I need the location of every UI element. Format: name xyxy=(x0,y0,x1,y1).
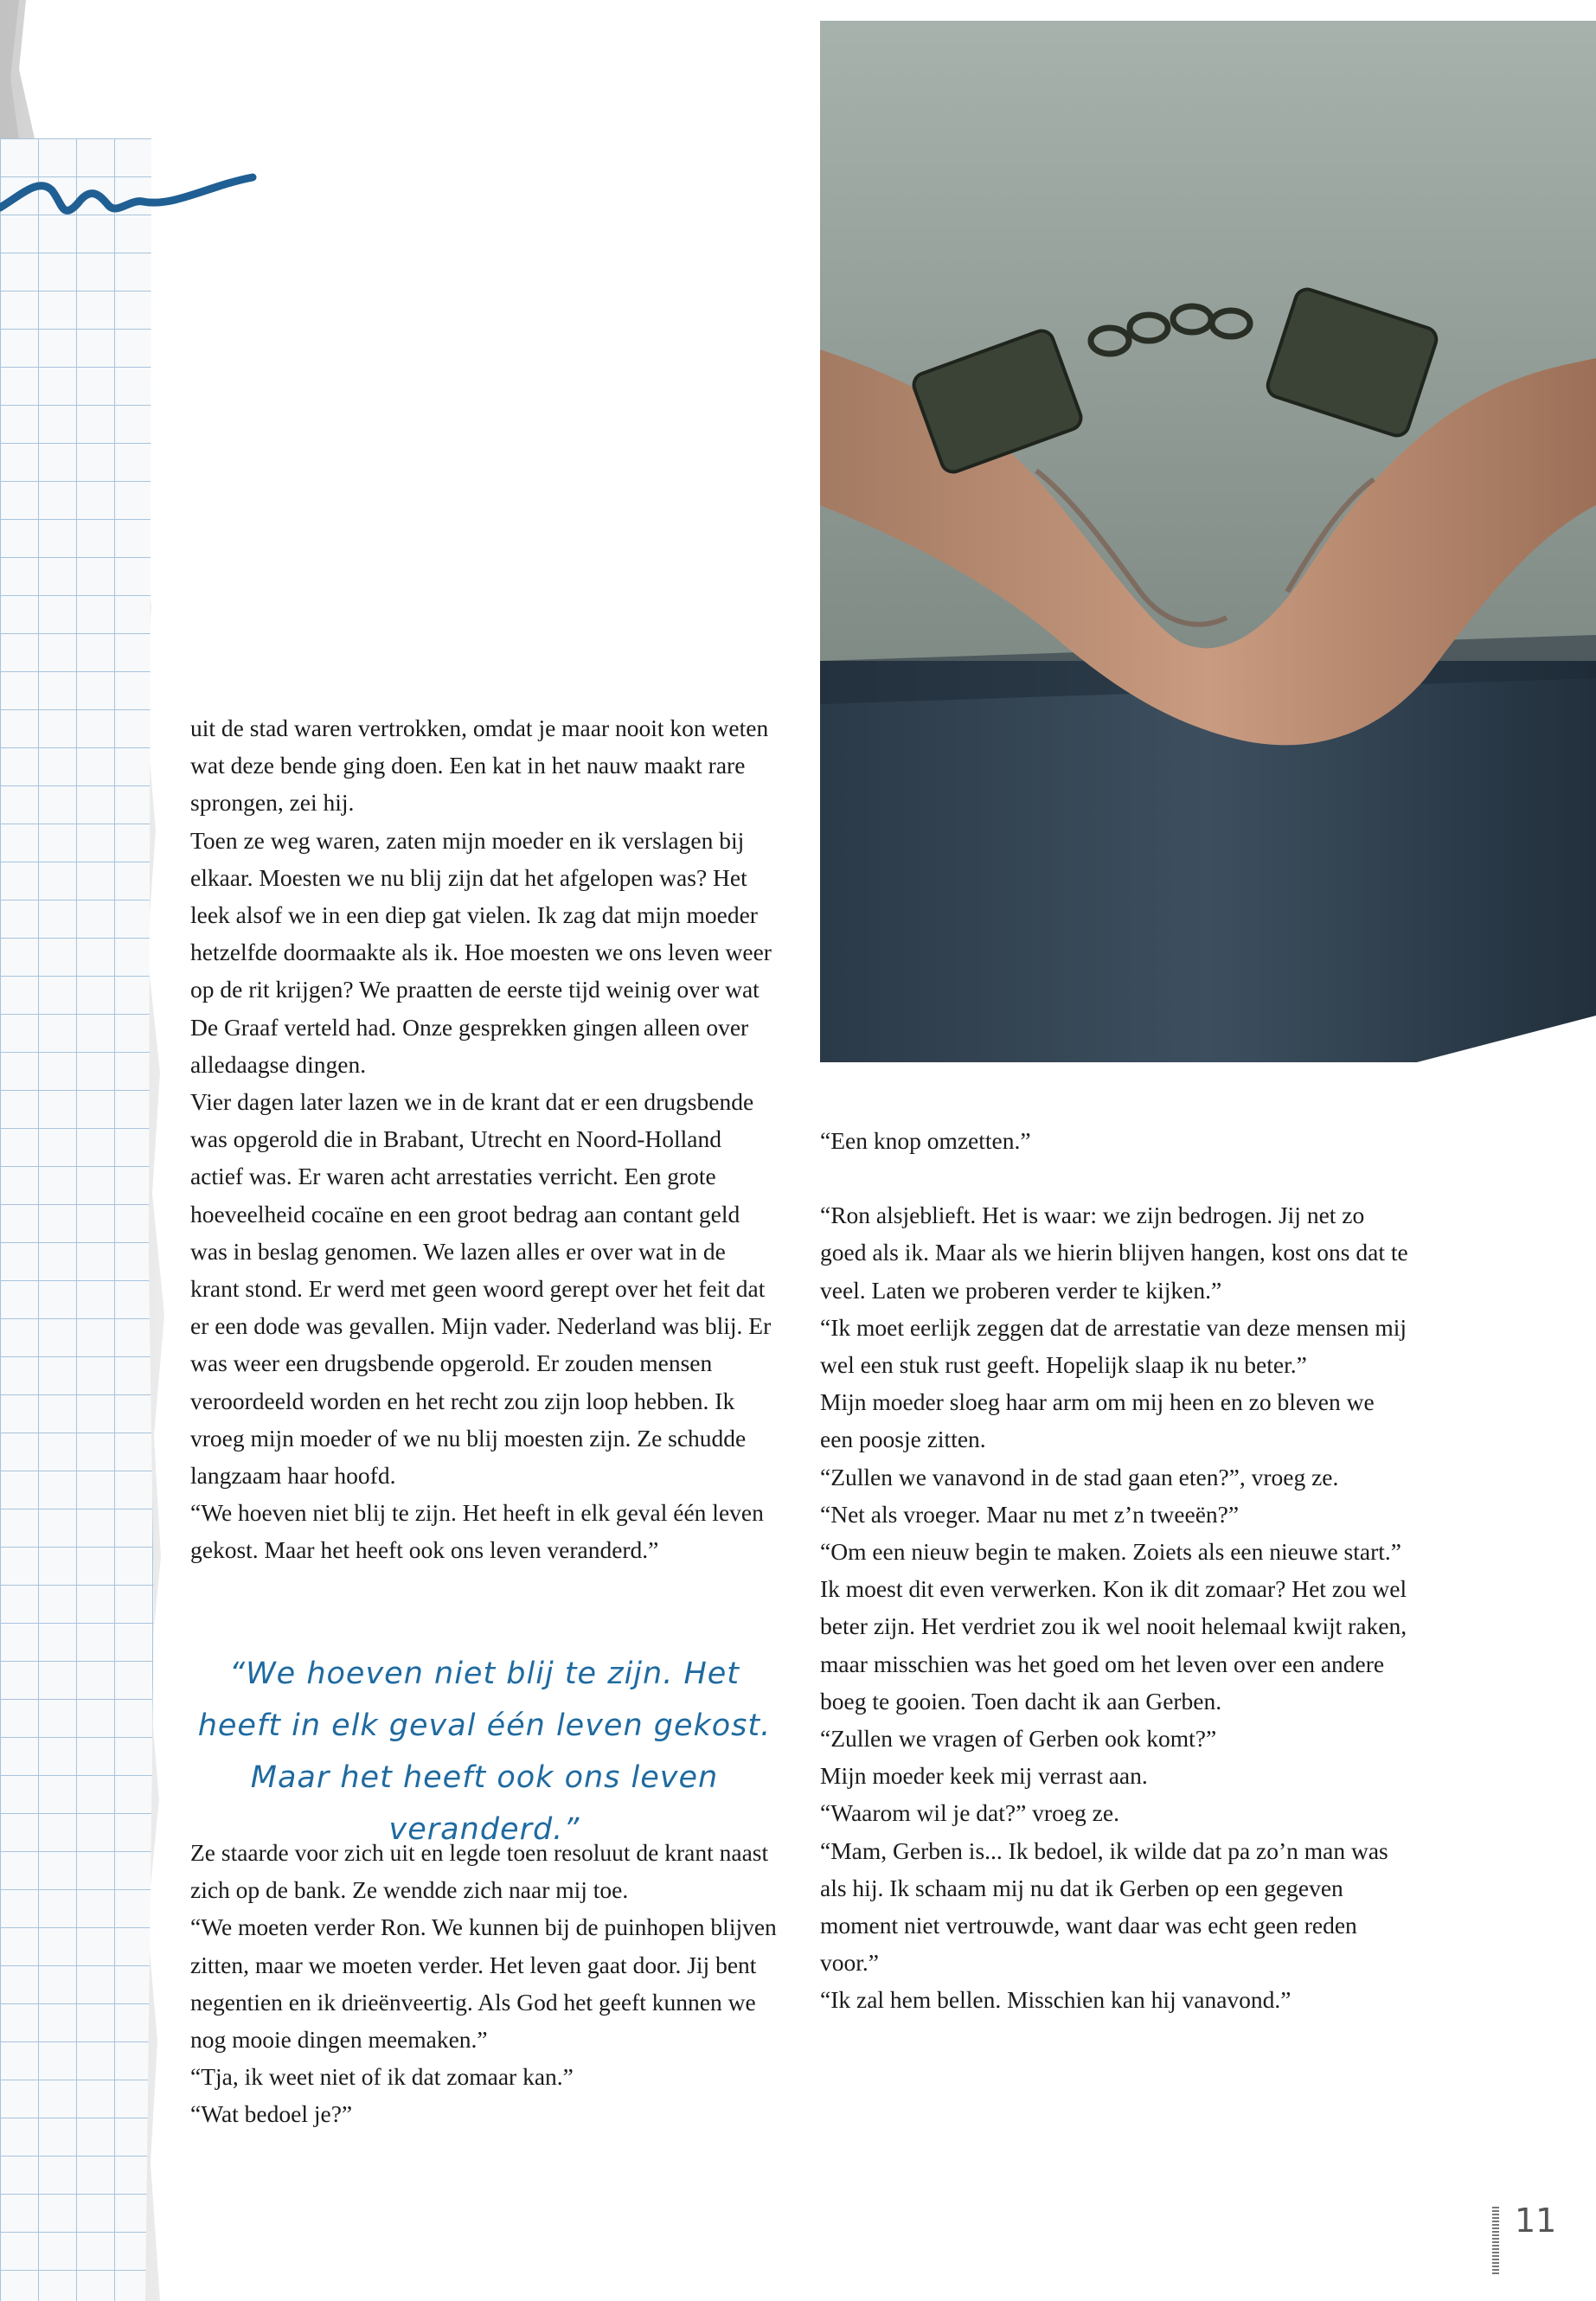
paragraph: “Om een nieuw begin te maken. Zoiets als een nieuwe start.” xyxy=(820,1538,1401,1566)
paragraph: “Waarom wil je dat?” vroeg ze. xyxy=(820,1799,1119,1827)
paragraph: “We moeten verder Ron. We kunnen bij de puinhopen blijven zitten, maar we moeten verder. Het leven gaat door. Jij bent negentien en ik drieënveertig. Als God het geeft kunnen we nog mooie dingen meemaken.” xyxy=(190,1913,777,2054)
page-number: 11 xyxy=(1515,2202,1557,2240)
wave-stroke-icon xyxy=(0,160,260,238)
paragraph: Ze staarde voor zich uit en legde toen resoluut de krant naast zich op de bank. Ze wendde zich naar mij toe. xyxy=(190,1839,769,1904)
handcuffs-photo xyxy=(820,21,1596,1062)
right-column-text xyxy=(820,1122,1408,2019)
paragraph: “Mam, Gerben is... Ik bedoel, ik wilde dat pa zo’n man was als hij. Ik schaam mij nu dat ik Gerben op een gegeven moment niet vertrouwde, want daar was echt geen reden voor.” xyxy=(820,1836,1388,1977)
paragraph: “Een knop omzetten.” xyxy=(820,1127,1031,1154)
paragraph: uit de stad waren vertrokken, omdat je maar nooit kon weten wat deze bende ging doen. Een kat in het nauw maakt rare sprongen, zei hij. xyxy=(190,715,769,817)
paragraph: Toen ze weg waren, zaten mijn moeder en ik verslagen bij elkaar. Moesten we nu blij zijn dat het afgelopen was? Het leek alsof we in een diep gat vielen. Ik zag dat mijn moeder hetzelfde doormaakte als ik. Hoe moesten we ons leven weer op de rit krijgen? We praatten de eerste tijd weinig over wat De Graaf verteld had. Onze gesprekken gingen alleen over alledaagse dingen. xyxy=(190,826,772,1078)
page-number-block xyxy=(1492,2202,1561,2279)
paragraph: “Tja, ik weet niet of ik dat zomaar kan.” xyxy=(190,2063,574,2091)
paragraph: Vier dagen later lazen we in de krant dat er een drugsbende was opgerold die in Brabant, Utrecht en Noord-Holland actief was. Er waren acht arrestaties verricht. Een grote hoeveelheid cocaïne en een groot bedrag aan contant geld was in beslag genomen. We lazen alles er over wat in de krant stond. Er werd met geen woord gerept over het feit dat er een dode was gevallen. Mijn vader. Nederland was blij. Er was weer een drugsbende opgerold. Er zouden mensen veroordeeld worden en het recht zou zijn loop hebben. Ik vroeg mijn moeder of we nu blij moesten zijn. Ze schudde langzaam haar hoofd. xyxy=(190,1088,772,1490)
paragraph: “Ik moet eerlijk zeggen dat de arrestatie van deze mensen mij wel een stuk rust geeft. Hopelijk slaap ik nu beter.” xyxy=(820,1313,1407,1379)
pull-quote: “We hoeven niet blij te zijn. Het heeft in elk geval één leven gekost. Maar het heeft ook ons leven veranderd.” xyxy=(197,1657,772,1847)
paragraph: Mijn moeder keek mij verrast aan. xyxy=(820,1762,1148,1790)
paragraph: “Net als vroeger. Maar nu met z’n tweeën?” xyxy=(820,1500,1240,1528)
paragraph: “Zullen we vragen of Gerben ook komt?” xyxy=(820,1725,1217,1753)
paragraph-gap xyxy=(820,1159,1408,1196)
paragraph: Mijn moeder sloeg haar arm om mij heen en zo bleven we een poosje zitten. xyxy=(820,1388,1375,1453)
paragraph: “Zullen we vanavond in de stad gaan eten?”, vroeg ze. xyxy=(820,1463,1339,1490)
left-column-text-continued xyxy=(190,1834,779,2133)
left-column-text xyxy=(190,709,779,1569)
page-number-bar xyxy=(1492,2207,1499,2274)
paragraph: “Ron alsjeblieft. Het is waar: we zijn bedrogen. Jij net zo goed als ik. Maar als we hierin blijven hangen, kost ons dat te veel. Laten we proberen verder te kijken.” xyxy=(820,1202,1408,1304)
grid-paper-decoration xyxy=(0,138,156,2301)
paragraph: “We hoeven niet blij te zijn. Het heeft in elk geval één leven gekost. Maar het heeft ook ons leven veranderd.” xyxy=(190,1499,764,1564)
paragraph: Ik moest dit even verwerken. Kon ik dit zomaar? Het zou wel beter zijn. Het verdriet zou ik wel nooit helemaal kwijt raken, maar misschien was het goed om het leven over een andere boeg te gooien. Toen dacht ik aan Gerben. xyxy=(820,1575,1407,1715)
paragraph: “Ik zal hem bellen. Misschien kan hij vanavond.” xyxy=(820,1986,1292,2014)
paragraph: “Wat bedoel je?” xyxy=(190,2100,353,2128)
